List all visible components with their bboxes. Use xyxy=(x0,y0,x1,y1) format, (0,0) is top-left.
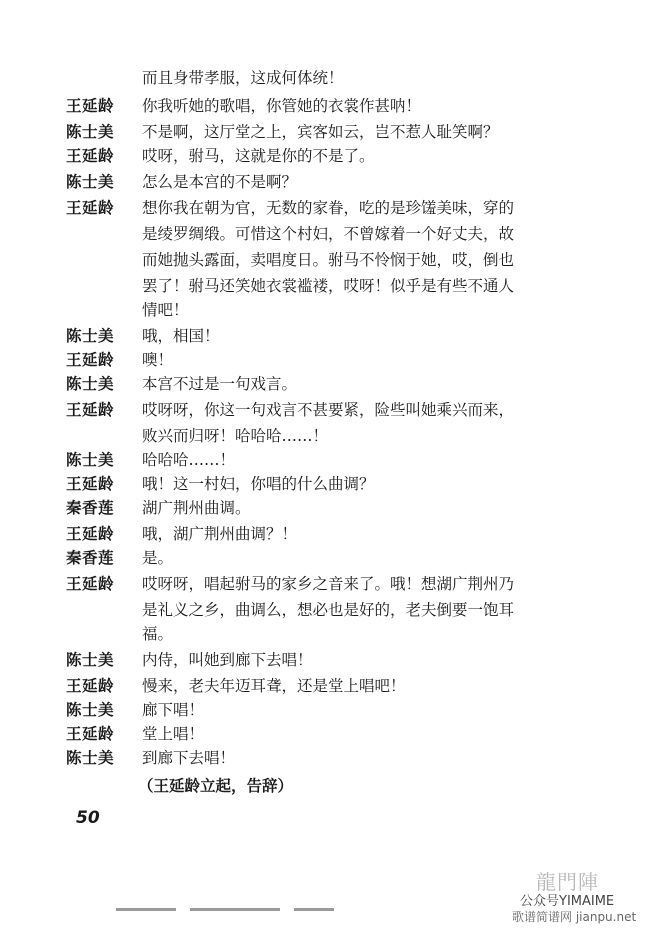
speaker-name: 王延龄 xyxy=(66,400,115,419)
script-line xyxy=(0,94,655,118)
dialogue-text: 堂上唱！ xyxy=(142,725,205,743)
speaker-name: 王延龄 xyxy=(66,198,115,217)
speaker-name: 王延龄 xyxy=(66,474,115,493)
dialogue-text: 哎呀呀，唱起驸马的家乡之音来了。哦！想湖广荆州乃 xyxy=(142,575,515,593)
script-line xyxy=(0,120,655,144)
script-line xyxy=(0,598,655,622)
speaker-name: 陈士美 xyxy=(66,122,115,141)
script-line xyxy=(0,546,655,570)
script-line xyxy=(0,248,655,272)
script-line xyxy=(0,372,655,396)
script-line xyxy=(0,746,655,770)
dialogue-text: 慢来，老夫年迈耳聋，还是堂上唱吧！ xyxy=(142,677,406,695)
dialogue-text: 福。 xyxy=(142,625,174,643)
script-line xyxy=(0,674,655,698)
dialogue-text: 到廊下去唱！ xyxy=(142,749,236,767)
dialogue-text: 哦，湖广荆州曲调？！ xyxy=(142,525,298,543)
script-line xyxy=(0,196,655,220)
dialogue-text: 想你我在朝为官，无数的家眷，吃的是珍馐美味，穿的 xyxy=(142,199,515,217)
script-line xyxy=(0,698,655,722)
speaker-name: 秦香莲 xyxy=(66,498,115,517)
watermark-account: 公众号YIMAIME xyxy=(520,894,615,909)
page-number: 50 xyxy=(76,808,100,828)
script-line xyxy=(0,298,655,322)
dialogue-text: 是礼义之乡，曲调么，想必也是好的，老夫倒要一饱耳 xyxy=(142,601,515,619)
speaker-name: 陈士美 xyxy=(66,700,115,719)
script-line xyxy=(0,222,655,246)
dialogue-text: 是。 xyxy=(142,549,174,567)
dialogue-text: 廊下唱！ xyxy=(142,701,205,719)
script-line xyxy=(0,522,655,546)
speaker-name: 陈士美 xyxy=(66,450,115,469)
scan-artifact xyxy=(190,908,280,911)
script-line xyxy=(0,324,655,348)
dialogue-text: 噢！ xyxy=(142,351,174,369)
script-line xyxy=(0,448,655,472)
dialogue-text: 哦，相国！ xyxy=(142,327,220,345)
speaker-name: 陈士美 xyxy=(66,172,115,191)
scan-artifact xyxy=(116,908,176,911)
watermark-logo: 龍門陣 xyxy=(536,870,599,894)
scan-artifact xyxy=(294,908,334,911)
speaker-name: 王延龄 xyxy=(66,676,115,695)
dialogue-text: 内侍，叫她到廊下去唱！ xyxy=(142,651,313,669)
dialogue-text: 哎呀，驸马，这就是你的不是了。 xyxy=(142,147,375,165)
speaker-name: 王延龄 xyxy=(66,350,115,369)
speaker-name: 王延龄 xyxy=(66,146,115,165)
stage-direction-line xyxy=(0,774,655,798)
script-line xyxy=(0,274,655,298)
dialogue-text: 哈哈哈……！ xyxy=(142,451,236,469)
script-line xyxy=(0,572,655,596)
dialogue-text: 是绫罗绸缎。可惜这个村妇，不曾嫁着一个好丈夫，故 xyxy=(142,225,515,243)
speaker-name: 陈士美 xyxy=(66,326,115,345)
dialogue-text: 哎呀呀，你这一句戏言不甚要紧，险些叫她乘兴而来， xyxy=(142,401,515,419)
script-line xyxy=(0,722,655,746)
dialogue-text: 而且身带孝服，这成何体统！ xyxy=(142,69,344,87)
dialogue-text: 罢了！驸马还笑她衣裳褴褛，哎呀！似乎是有些不通人 xyxy=(142,277,515,295)
dialogue-text: 怎么是本宫的不是啊？ xyxy=(142,173,298,191)
dialogue-text: 哦！这一村妇，你唱的什么曲调？ xyxy=(142,475,375,493)
script-line xyxy=(0,144,655,168)
script-line xyxy=(0,648,655,672)
dialogue-text: 情吧！ xyxy=(142,301,189,319)
speaker-name: 陈士美 xyxy=(66,374,115,393)
speaker-name: 陈士美 xyxy=(66,650,115,669)
script-line xyxy=(0,170,655,194)
stage-direction: （王延龄立起，告辞） xyxy=(138,776,294,795)
dialogue-text: 败兴而归呀！哈哈哈……！ xyxy=(142,427,329,445)
script-line xyxy=(0,496,655,520)
script-line xyxy=(0,66,655,90)
dialogue-text: 不是啊，这厅堂之上，宾客如云，岂不惹人耻笑啊？ xyxy=(142,123,499,141)
dialogue-text: 你我听她的歌唱，你管她的衣裳作甚呐！ xyxy=(142,97,422,115)
speaker-name: 王延龄 xyxy=(66,96,115,115)
script-line xyxy=(0,472,655,496)
speaker-name: 王延龄 xyxy=(66,524,115,543)
script-line xyxy=(0,398,655,422)
script-line xyxy=(0,348,655,372)
dialogue-text: 而她抛头露面，卖唱度日。驸马不怜悯于她，哎，倒也 xyxy=(142,251,515,269)
speaker-name: 王延龄 xyxy=(66,724,115,743)
speaker-name: 陈士美 xyxy=(66,748,115,767)
watermark-site: 歌谱简谱网 jianpu.net xyxy=(512,910,637,924)
dialogue-text: 湖广荆州曲调。 xyxy=(142,499,251,517)
script-line xyxy=(0,424,655,448)
script-line xyxy=(0,622,655,646)
speaker-name: 秦香莲 xyxy=(66,548,115,567)
speaker-name: 王延龄 xyxy=(66,574,115,593)
dialogue-text: 本宫不过是一句戏言。 xyxy=(142,375,298,393)
